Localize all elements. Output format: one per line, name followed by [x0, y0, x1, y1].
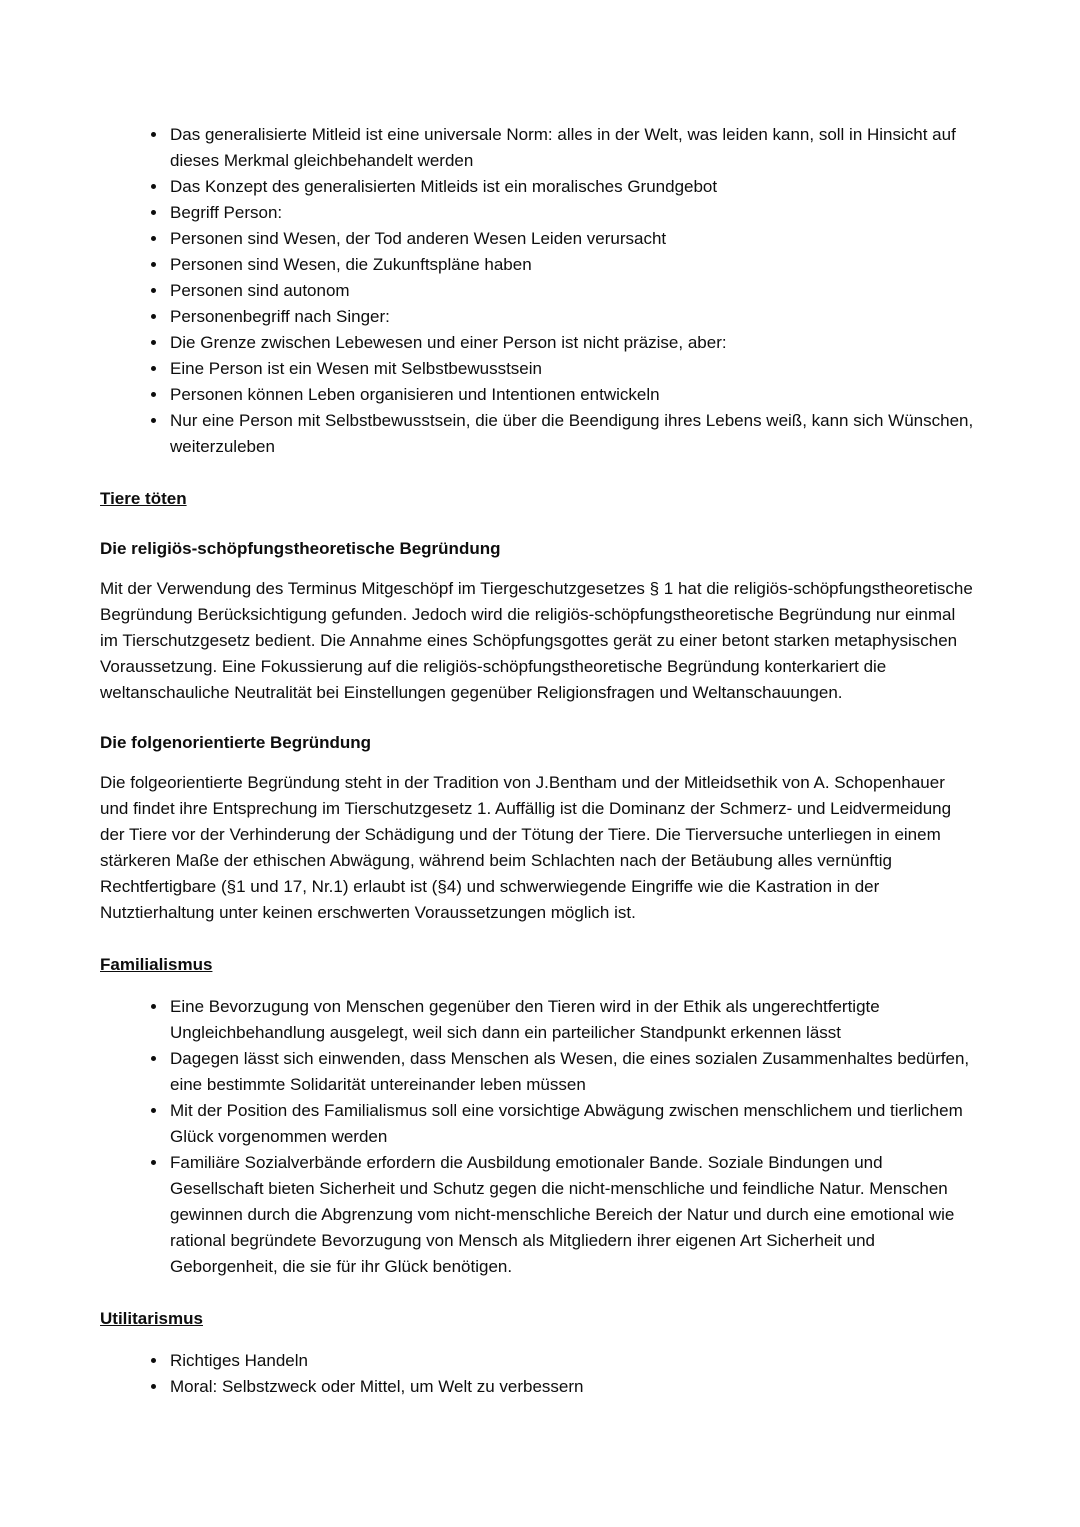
- bullet-item: • Personenbegriff nach Singer:: [168, 304, 975, 330]
- bullet-item: • Nur eine Person mit Selbstbewusstsein, die über die Beendigung ihres Lebens weiß, kann sich Wünschen, weiterzuleben: [168, 408, 975, 460]
- bullet-item: • Richtiges Handeln: [168, 1348, 975, 1374]
- bullet-item: • Personen sind Wesen, die Zukunftspläne haben: [168, 252, 975, 278]
- bullet-list: [100, 1348, 975, 1400]
- document-content: [100, 122, 975, 1400]
- bullet-item: • Begriff Person:: [168, 200, 975, 226]
- bullet-item: • Personen sind Wesen, der Tod anderen Wesen Leiden verursacht: [168, 226, 975, 252]
- bullet-item: • Eine Person ist ein Wesen mit Selbstbewusstsein: [168, 356, 975, 382]
- section-subheading: Die folgenorientierte Begründung: [100, 733, 372, 752]
- bullet-item: • Familiäre Sozialverbände erfordern die Ausbildung emotionaler Bande. Soziale Bindungen und Gesellschaft bieten Sicherheit und Schutz gegen die nicht-menschliche und feindliche Natur. Menschen gewinnen durch die Abgrenzung vom nicht-menschliche Bereich der Natur und durch eine emotional wie rational begründete Bevorzugung von Mensch als Mitgliedern ihrer eigenen Art Sicherheit und Geborgenheit, die sie für ihr Glück benötigen.: [168, 1150, 975, 1280]
- bullet-item: • Personen sind autonom: [168, 278, 975, 304]
- section-heading: Familialismus: [100, 955, 213, 974]
- bullet-item: • Moral: Selbstzweck oder Mittel, um Welt zu verbessern: [168, 1374, 975, 1400]
- bullet-list: [100, 994, 975, 1280]
- section-heading: Tiere töten: [100, 489, 187, 508]
- bullet-item: • Personen können Leben organisieren und Intentionen entwickeln: [168, 382, 975, 408]
- paragraph: Die folgeorientierte Begründung steht in der Tradition von J.Bentham und der Mitleidsethik von A. Schopenhauer und findet ihre Entsprechung im Tierschutzgesetz 1. Auffällig ist die Dominanz der Schmerz- und Leidvermeidung der Tiere vor der Verhinderung der Schädigung und der Tötung der Tiere. Die Tierversuche unterliegen in einem stärkeren Maße der ethischen Abwägung, während beim Schlachten nach der Betäubung alles vernünftig Rechtfertigbare (§1 und 17, Nr.1) erlaubt ist (§4) und schwerwiegende Eingriffe wie die Kastration in der Nutztierhaltung unter keinen erschwerten Voraussetzungen möglich ist.: [100, 773, 952, 922]
- bullet-item: • Das Konzept des generalisierten Mitleids ist ein moralisches Grundgebot: [168, 174, 975, 200]
- section-heading: Utilitarismus: [100, 1309, 203, 1328]
- bullet-item: • Dagegen lässt sich einwenden, dass Menschen als Wesen, die eines sozialen Zusammenhaltes bedürfen, eine bestimmte Solidarität untereinander leben müssen: [168, 1046, 975, 1098]
- bullet-item: • Das generalisierte Mitleid ist eine universale Norm: alles in der Welt, was leiden kann, soll in Hinsicht auf dieses Merkmal gleichbehandelt werden: [168, 122, 975, 174]
- bullet-item: • Mit der Position des Familialismus soll eine vorsichtige Abwägung zwischen menschlichem und tierlichem Glück vorgenommen werden: [168, 1098, 975, 1150]
- bullet-list: [100, 122, 975, 460]
- bullet-item: • Die Grenze zwischen Lebewesen und einer Person ist nicht präzise, aber:: [168, 330, 975, 356]
- bullet-item: • Eine Bevorzugung von Menschen gegenüber den Tieren wird in der Ethik als ungerechtfertigte Ungleichbehandlung ausgelegt, weil sich dann ein parteilicher Standpunkt erkennen lässt: [168, 994, 975, 1046]
- paragraph: Mit der Verwendung des Terminus Mitgeschöpf im Tiergeschutzgesetzes § 1 hat die religiös-schöpfungstheoretische Begründung Berücksichtigung gefunden. Jedoch wird die religiös-schöpfungstheoretische Begründung nur einmal im Tierschutzgesetz bedient. Die Annahme eines Schöpfungsgottes gerät zu einer betont starken metaphysischen Voraussetzung. Eine Fokussierung auf die religiös-schöpfungstheoretische Begründung konterkariert die weltanschauliche Neutralität bei Einstellungen gegenüber Religionsfragen und Weltanschauungen.: [100, 579, 973, 702]
- section-subheading: Die religiös-schöpfungstheoretische Begründung: [100, 539, 501, 558]
